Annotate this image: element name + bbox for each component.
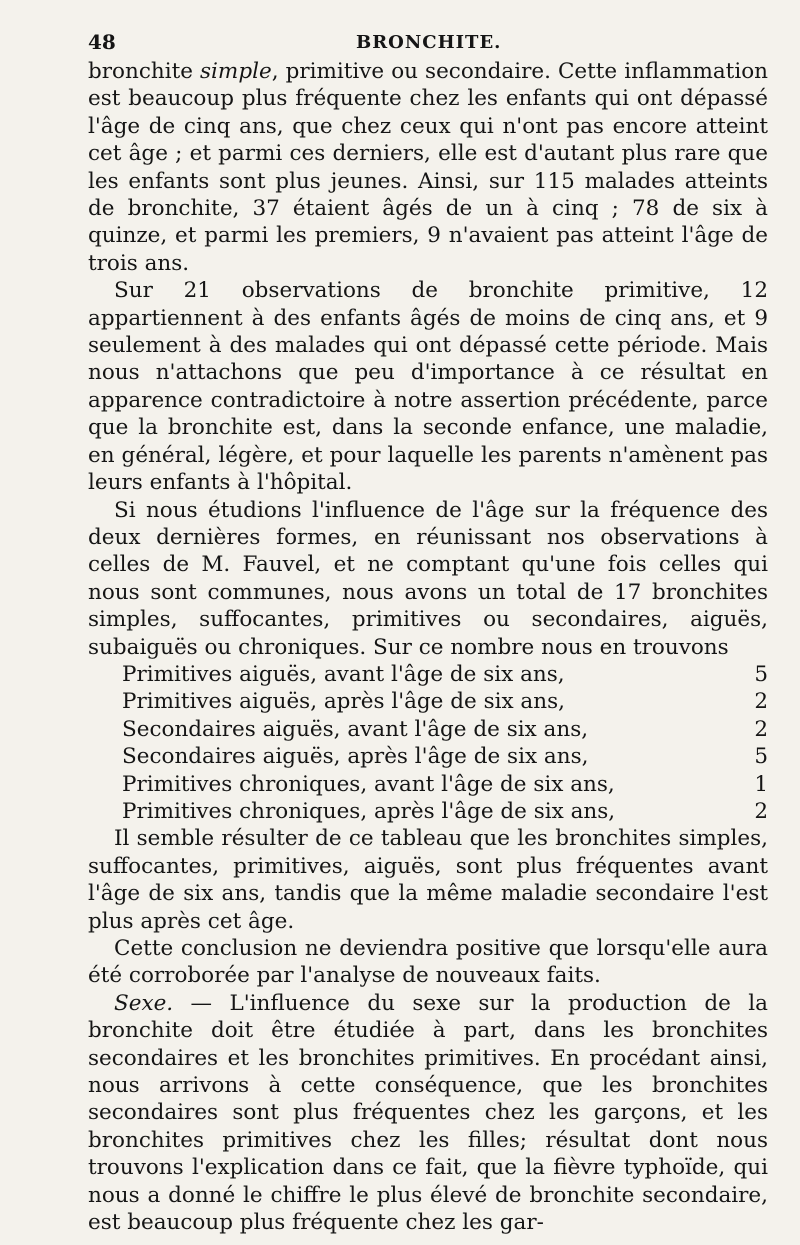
row-label: Primitives chroniques, avant l'âge de six ans, bbox=[122, 771, 615, 797]
page-header bbox=[88, 22, 768, 58]
section-label-sexe: Sexe. bbox=[114, 990, 174, 1016]
row-label: Secondaires aiguës, avant l'âge de six ans, bbox=[122, 716, 589, 742]
row-label: Secondaires aiguës, après l'âge de six ans, bbox=[122, 744, 589, 770]
paragraph-1-rest: , primitive ou secondaire. Cette inflammation est beaucoup plus fréquente chez les enfants qui ont dépassé l'âge de cinq ans, que chez ceux qui n'ont pas encore atteint cet âge ; et parmi ces derniers, elle est d'autant plus rare que les enfants sont plus jeunes. Ainsi, sur 115 malades atteints de bronchite, 37 étaient âgés de un à cinq ; 78 de six à quinze, et parmi les premiers, 9 n'avaient pas atteint l'âge de trois ans. bbox=[88, 59, 768, 276]
table-row bbox=[122, 661, 768, 688]
row-value: 5 bbox=[754, 661, 768, 687]
emphasis-simple: simple bbox=[200, 59, 272, 84]
row-value: 2 bbox=[754, 798, 768, 824]
table-row bbox=[122, 743, 768, 770]
paragraph-3: Si nous étudions l'influence de l'âge sur la fréquence des deux dernières formes, en réunissant nos observations à celles de M. Fauvel, et ne comptant qu'une fois celles qui nous sont communes, nous avons un total de 17 bronchites simples, suffocantes, primitives ou secondaires, aiguës, subaiguës ou chroniques. Sur ce nombre nous en trouvons bbox=[88, 497, 768, 660]
table-row bbox=[122, 771, 768, 798]
page-number: 48 bbox=[88, 30, 116, 54]
running-title: BRONCHITE. bbox=[356, 32, 502, 53]
table-row bbox=[122, 716, 768, 743]
row-value: 5 bbox=[754, 744, 768, 770]
table-row bbox=[122, 798, 768, 825]
row-value: 2 bbox=[754, 689, 768, 715]
row-value: 1 bbox=[754, 771, 768, 797]
paragraph-5: Cette conclusion ne deviendra positive que lorsqu'elle aura été corroborée par l'analyse de nouveaux faits. bbox=[88, 936, 768, 989]
paragraph-6-rest: — L'influence du sexe sur la production de la bronchite doit être étudiée à part, dans les bronchites secondaires et les bronchites primitives. En procédant ainsi, nous arrivons à cette conséquence, que les bronchites secondaires sont plus fréquentes chez les garçons, et les bronchites primitives chez les filles; résultat dont nous trouvons l'explication dans ce fait, que la fièvre typhoïde, qui nous a donné le chiffre le plus élevé de bronchite secondaire, est beaucoup plus fréquente chez les gar- bbox=[88, 990, 768, 1236]
paragraph-1-start: bronchite bbox=[88, 59, 201, 84]
table-row bbox=[122, 688, 768, 715]
age-frequency-table bbox=[122, 661, 768, 825]
body-text bbox=[88, 58, 768, 1236]
row-label: Primitives chroniques, après l'âge de six ans, bbox=[122, 798, 616, 824]
row-label: Primitives aiguës, avant l'âge de six ans, bbox=[122, 661, 565, 687]
paragraph-2: Sur 21 observations de bronchite primitive, 12 appartiennent à des enfants âgés de moins de cinq ans, et 9 seulement à des malades qui ont dépassé cette période. Mais nous n'attachons que peu d'importance à ce résultat en apparence contradictoire à notre assertion précédente, parce que la bronchite est, dans la seconde enfance, une maladie, en général, légère, et pour laquelle les parents n'amènent pas leurs enfants à l'hôpital. bbox=[88, 278, 768, 496]
paragraph-1 bbox=[88, 58, 768, 277]
row-value: 2 bbox=[754, 716, 768, 742]
paragraph-4: Il semble résulter de ce tableau que les bronchites simples, suffocantes, primitives, aiguës, sont plus fréquentes avant l'âge de six ans, tandis que la même maladie secondaire l'est plus après cet âge. bbox=[88, 826, 768, 934]
paragraph-6 bbox=[88, 990, 768, 1237]
row-label: Primitives aiguës, après l'âge de six ans, bbox=[122, 689, 565, 715]
